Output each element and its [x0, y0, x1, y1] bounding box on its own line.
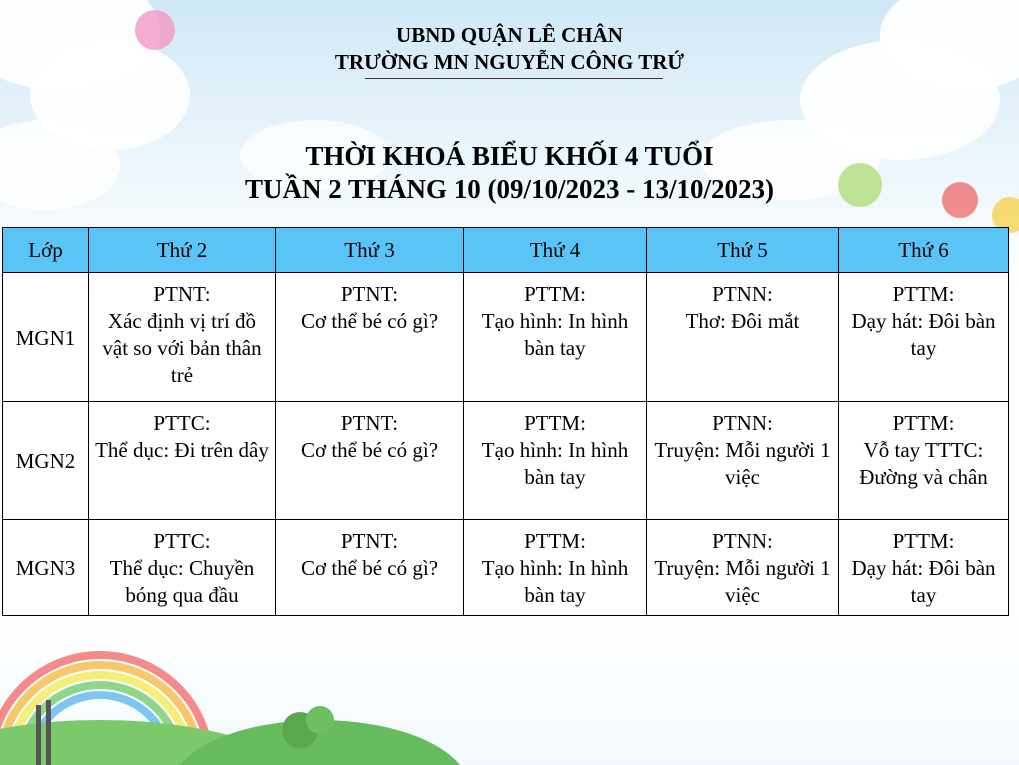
cell-area: PTNT: [340, 411, 399, 435]
table-row [3, 520, 1009, 616]
cell-activity: Cơ thể bé có gì? [300, 556, 439, 580]
schedule-cell [276, 520, 464, 616]
cell-activity: Xác định vị trí đồ vật so với bản thân trẻ [102, 309, 262, 387]
column-header-friday: Thứ 6 [839, 228, 1009, 273]
cell-activity: Tạo hình: In hình bàn tay [481, 309, 629, 360]
cell-activity: Tạo hình: In hình bàn tay [481, 438, 629, 489]
table-header-row [3, 228, 1009, 273]
cell-area: PTTM: [524, 411, 586, 435]
column-header-class: Lớp [3, 228, 89, 273]
cell-area: PTTM: [892, 529, 955, 553]
column-header-monday: Thứ 2 [89, 228, 276, 273]
cell-activity: Thơ: Đôi mắt [685, 309, 800, 333]
cell-area: PTTC: [153, 411, 211, 435]
column-header-wednesday: Thứ 4 [464, 228, 647, 273]
cell-activity: Dạy hát: Đôi bàn tay [851, 556, 996, 607]
cell-area: PTNN: [712, 411, 773, 435]
cell-activity: Truyện: Mỗi người 1 việc [654, 556, 831, 607]
school-name: TRƯỜNG MN NGUYỄN CÔNG TRỨ [334, 50, 685, 74]
page-subtitle: TUẦN 2 THÁNG 10 (09/10/2023 - 13/10/2023) [244, 174, 774, 204]
organization-name: UBND QUẬN LÊ CHÂN [396, 23, 623, 47]
class-name: MGN3 [3, 520, 89, 616]
cell-area: PTNT: [153, 282, 211, 306]
cell-activity: Vỗ tay TTTC: Đường và chân [859, 438, 988, 489]
cell-area: PTTC: [153, 529, 211, 553]
cell-area: PTNT: [340, 529, 399, 553]
schedule-cell [89, 402, 276, 520]
schedule-cell [647, 273, 839, 402]
class-name: MGN2 [3, 402, 89, 520]
cell-area: PTNN: [712, 529, 773, 553]
cell-activity: Dạy hát: Đôi bàn tay [851, 309, 996, 360]
cell-area: PTTM: [892, 411, 955, 435]
cell-area: PTTM: [524, 529, 586, 553]
header-divider [365, 78, 663, 79]
schedule-cell [464, 520, 647, 616]
schedule-cell [276, 273, 464, 402]
cell-activity: Thể dục: Chuyền bóng qua đầu [109, 556, 255, 607]
schedule-cell [647, 402, 839, 520]
timetable [2, 227, 1009, 616]
cell-activity: Cơ thể bé có gì? [300, 309, 439, 333]
schedule-cell [464, 273, 647, 402]
cell-activity: Thể dục: Đi trên dây [95, 438, 269, 462]
cell-activity: Tạo hình: In hình bàn tay [481, 556, 629, 607]
column-header-thursday: Thứ 5 [647, 228, 839, 273]
cell-area: PTTM: [524, 282, 586, 306]
class-name: MGN1 [3, 273, 89, 402]
schedule-cell [839, 520, 1009, 616]
schedule-cell [276, 402, 464, 520]
schedule-cell [89, 520, 276, 616]
cell-area: PTNT: [340, 282, 399, 306]
cell-area: PTNN: [712, 282, 773, 306]
table-row [3, 402, 1009, 520]
schedule-cell [839, 402, 1009, 520]
cell-area: PTTM: [892, 282, 955, 306]
schedule-cell [464, 402, 647, 520]
schedule-cell [647, 520, 839, 616]
schedule-cell [89, 273, 276, 402]
cell-activity: Truyện: Mỗi người 1 việc [654, 438, 831, 489]
cell-activity: Cơ thể bé có gì? [300, 438, 439, 462]
column-header-tuesday: Thứ 3 [276, 228, 464, 273]
schedule-cell [839, 273, 1009, 402]
table-row [3, 273, 1009, 402]
page-title: THỜI KHOÁ BIỂU KHỐI 4 TUỔI [305, 141, 714, 171]
